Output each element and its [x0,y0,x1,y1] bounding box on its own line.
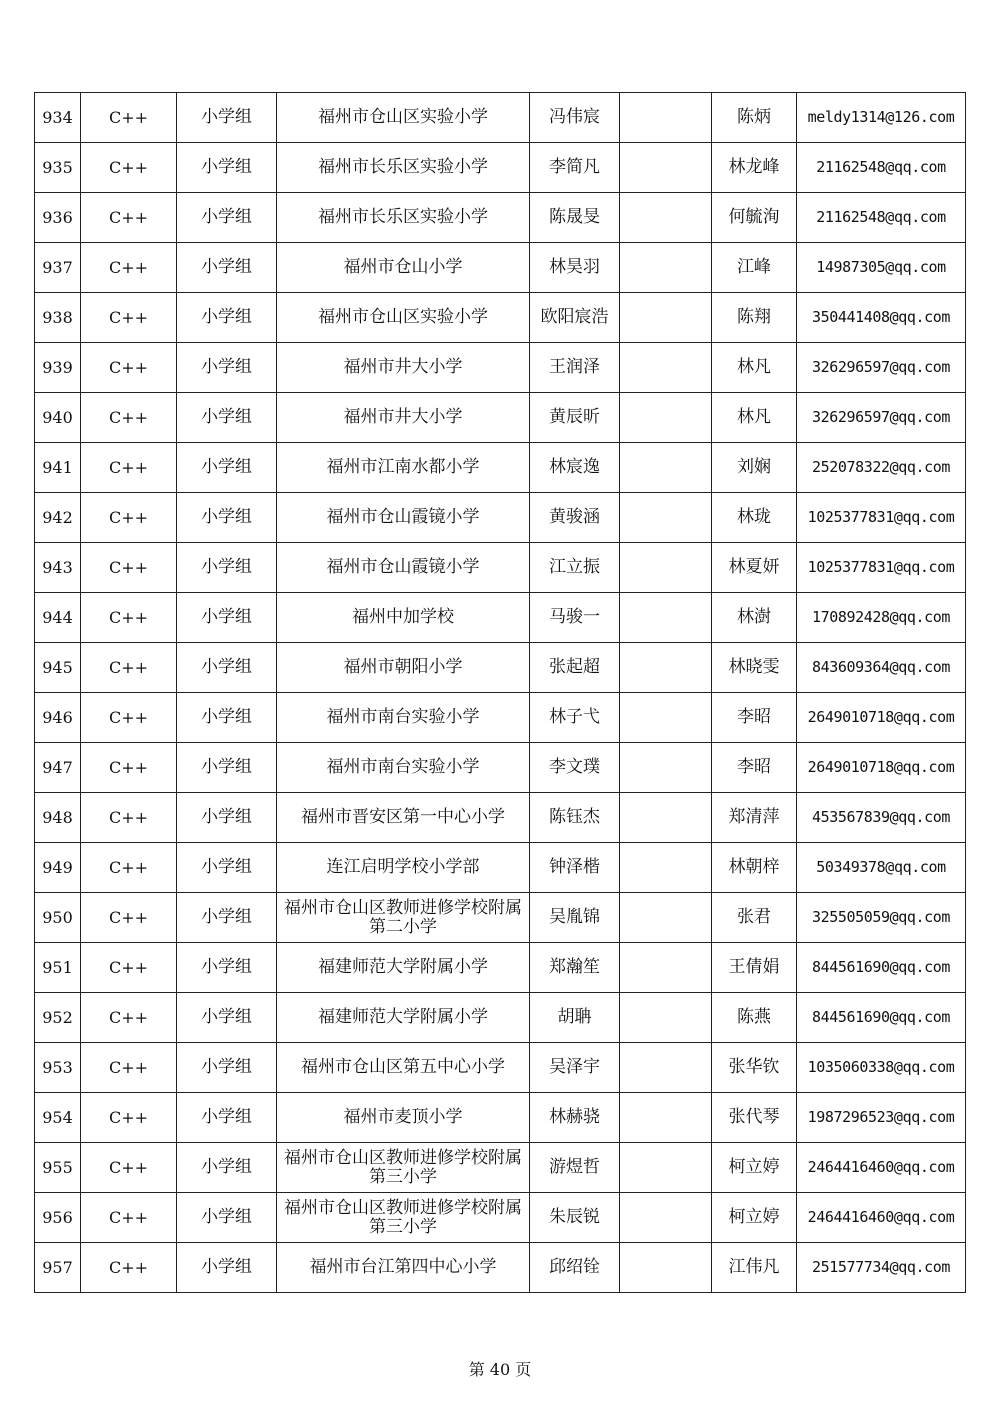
cell-language: C++ [81,1193,177,1243]
cell-empty [620,1193,712,1243]
cell-empty [620,1243,712,1293]
table-row [35,643,966,693]
cell-language: C++ [81,893,177,943]
cell-language: C++ [81,1243,177,1293]
cell-teacher: 郑清萍 [712,793,797,843]
cell-group: 小学组 [177,93,277,143]
table-row [35,193,966,243]
cell-student: 钟泽楷 [530,843,620,893]
cell-teacher: 陈炳 [712,93,797,143]
cell-email: 1025377831@qq.com [797,493,966,543]
cell-email: 844561690@qq.com [797,993,966,1043]
cell-school: 福州市南台实验小学 [277,693,530,743]
cell-teacher: 王倩娟 [712,943,797,993]
cell-number: 951 [35,943,81,993]
table-row [35,1243,966,1293]
cell-school: 福州市井大小学 [277,393,530,443]
cell-group: 小学组 [177,743,277,793]
cell-language: C++ [81,1143,177,1193]
cell-school: 福州市仓山区教师进修学校附属第三小学 [277,1143,530,1193]
cell-empty [620,793,712,843]
cell-empty [620,293,712,343]
cell-empty [620,743,712,793]
cell-student: 邱绍铨 [530,1243,620,1293]
cell-school: 福州市仓山区教师进修学校附属第三小学 [277,1193,530,1243]
cell-teacher: 林朝梓 [712,843,797,893]
table-row [35,843,966,893]
cell-group: 小学组 [177,493,277,543]
cell-school: 福州市江南水都小学 [277,443,530,493]
cell-email: 2649010718@qq.com [797,693,966,743]
table-row [35,93,966,143]
cell-group: 小学组 [177,143,277,193]
cell-group: 小学组 [177,893,277,943]
cell-language: C++ [81,793,177,843]
cell-group: 小学组 [177,343,277,393]
cell-teacher: 江伟凡 [712,1243,797,1293]
cell-teacher: 何毓洵 [712,193,797,243]
cell-number: 954 [35,1093,81,1143]
cell-school: 福州市台江第四中心小学 [277,1243,530,1293]
cell-language: C++ [81,1093,177,1143]
cell-group: 小学组 [177,1243,277,1293]
cell-empty [620,1043,712,1093]
cell-teacher: 林珑 [712,493,797,543]
cell-email: 843609364@qq.com [797,643,966,693]
cell-number: 939 [35,343,81,393]
table-row [35,393,966,443]
table-row [35,993,966,1043]
cell-language: C++ [81,243,177,293]
cell-school: 福州市仓山小学 [277,243,530,293]
cell-student: 胡聃 [530,993,620,1043]
cell-student: 吴胤锦 [530,893,620,943]
cell-number: 946 [35,693,81,743]
cell-email: 326296597@qq.com [797,343,966,393]
cell-teacher: 林澍 [712,593,797,643]
cell-group: 小学组 [177,1193,277,1243]
cell-email: 21162548@qq.com [797,193,966,243]
cell-language: C++ [81,93,177,143]
cell-email: 844561690@qq.com [797,943,966,993]
cell-teacher: 林凡 [712,393,797,443]
cell-number: 936 [35,193,81,243]
cell-teacher: 张代琴 [712,1093,797,1143]
cell-teacher: 李昭 [712,743,797,793]
cell-number: 948 [35,793,81,843]
cell-email: 2464416460@qq.com [797,1143,966,1193]
cell-student: 林赫骁 [530,1093,620,1143]
cell-group: 小学组 [177,643,277,693]
cell-teacher: 陈燕 [712,993,797,1043]
cell-school: 福州市仓山霞镜小学 [277,543,530,593]
cell-email: 2649010718@qq.com [797,743,966,793]
table-row [35,143,966,193]
cell-email: 1987296523@qq.com [797,1093,966,1143]
cell-student: 马骏一 [530,593,620,643]
cell-language: C++ [81,743,177,793]
cell-school: 福州市南台实验小学 [277,743,530,793]
cell-student: 林昊羽 [530,243,620,293]
cell-language: C++ [81,143,177,193]
cell-email: 350441408@qq.com [797,293,966,343]
cell-school: 福州市仓山区第五中心小学 [277,1043,530,1093]
cell-number: 956 [35,1193,81,1243]
table-row [35,793,966,843]
cell-number: 952 [35,993,81,1043]
cell-student: 游煜哲 [530,1143,620,1193]
cell-email: 14987305@qq.com [797,243,966,293]
cell-email: 170892428@qq.com [797,593,966,643]
cell-student: 欧阳宸浩 [530,293,620,343]
cell-number: 953 [35,1043,81,1093]
cell-teacher: 林凡 [712,343,797,393]
cell-student: 林宸逸 [530,443,620,493]
cell-empty [620,993,712,1043]
cell-group: 小学组 [177,943,277,993]
cell-email: 251577734@qq.com [797,1243,966,1293]
cell-teacher: 李昭 [712,693,797,743]
cell-school: 福州市仓山区实验小学 [277,93,530,143]
cell-language: C++ [81,693,177,743]
cell-school: 福建师范大学附属小学 [277,943,530,993]
cell-number: 938 [35,293,81,343]
cell-group: 小学组 [177,243,277,293]
cell-teacher: 林晓雯 [712,643,797,693]
cell-email: 1035060338@qq.com [797,1043,966,1093]
cell-number: 955 [35,1143,81,1193]
cell-teacher: 柯立婷 [712,1193,797,1243]
cell-email: 50349378@qq.com [797,843,966,893]
cell-school: 福州市长乐区实验小学 [277,143,530,193]
roster-table [34,92,966,1293]
table-row [35,893,966,943]
table-row [35,343,966,393]
cell-language: C++ [81,393,177,443]
cell-teacher: 江峰 [712,243,797,293]
table-row [35,443,966,493]
cell-school: 福州市麦顶小学 [277,1093,530,1143]
cell-empty [620,1143,712,1193]
cell-language: C++ [81,993,177,1043]
cell-teacher: 张华钦 [712,1043,797,1093]
cell-teacher: 林夏妍 [712,543,797,593]
cell-student: 郑瀚笙 [530,943,620,993]
cell-language: C++ [81,343,177,393]
cell-empty [620,643,712,693]
cell-empty [620,443,712,493]
table-row [35,493,966,543]
cell-empty [620,393,712,443]
cell-group: 小学组 [177,1043,277,1093]
cell-empty [620,943,712,993]
cell-number: 937 [35,243,81,293]
cell-empty [620,193,712,243]
cell-group: 小学组 [177,443,277,493]
cell-email: 325505059@qq.com [797,893,966,943]
cell-number: 934 [35,93,81,143]
table-row [35,693,966,743]
cell-school: 福州市仓山区实验小学 [277,293,530,343]
table-row [35,943,966,993]
cell-number: 944 [35,593,81,643]
cell-empty [620,243,712,293]
cell-language: C++ [81,293,177,343]
cell-group: 小学组 [177,843,277,893]
cell-school: 连江启明学校小学部 [277,843,530,893]
cell-empty [620,143,712,193]
cell-school: 福州市朝阳小学 [277,643,530,693]
cell-student: 李文璞 [530,743,620,793]
cell-email: 252078322@qq.com [797,443,966,493]
cell-language: C++ [81,443,177,493]
cell-school: 福建师范大学附属小学 [277,993,530,1043]
cell-empty [620,1093,712,1143]
cell-school: 福州市晋安区第一中心小学 [277,793,530,843]
cell-email: 1025377831@qq.com [797,543,966,593]
table-row [35,243,966,293]
table-row [35,743,966,793]
cell-school: 福州市仓山区教师进修学校附属第二小学 [277,893,530,943]
cell-number: 943 [35,543,81,593]
cell-student: 张起超 [530,643,620,693]
cell-student: 陈钰杰 [530,793,620,843]
cell-student: 陈晟旻 [530,193,620,243]
cell-empty [620,93,712,143]
cell-number: 957 [35,1243,81,1293]
cell-teacher: 陈翔 [712,293,797,343]
cell-student: 林子弋 [530,693,620,743]
cell-student: 李简凡 [530,143,620,193]
cell-teacher: 刘娴 [712,443,797,493]
cell-language: C++ [81,193,177,243]
cell-student: 冯伟宸 [530,93,620,143]
cell-student: 吴泽宇 [530,1043,620,1093]
cell-empty [620,693,712,743]
table-row [35,293,966,343]
cell-group: 小学组 [177,693,277,743]
cell-language: C++ [81,1043,177,1093]
cell-student: 黄骏涵 [530,493,620,543]
cell-group: 小学组 [177,393,277,443]
cell-group: 小学组 [177,593,277,643]
cell-group: 小学组 [177,543,277,593]
cell-empty [620,893,712,943]
cell-language: C++ [81,493,177,543]
cell-empty [620,493,712,543]
cell-number: 945 [35,643,81,693]
cell-empty [620,593,712,643]
cell-empty [620,543,712,593]
cell-student: 王润泽 [530,343,620,393]
cell-student: 朱辰锐 [530,1193,620,1243]
cell-school: 福州市井大小学 [277,343,530,393]
cell-group: 小学组 [177,1093,277,1143]
cell-group: 小学组 [177,293,277,343]
cell-student: 江立振 [530,543,620,593]
cell-empty [620,843,712,893]
table-row [35,1043,966,1093]
cell-email: 326296597@qq.com [797,393,966,443]
table-row [35,593,966,643]
cell-email: 2464416460@qq.com [797,1193,966,1243]
cell-number: 935 [35,143,81,193]
table-row [35,1193,966,1243]
cell-email: meldy1314@126.com [797,93,966,143]
cell-number: 949 [35,843,81,893]
cell-school: 福州市长乐区实验小学 [277,193,530,243]
cell-number: 942 [35,493,81,543]
cell-language: C++ [81,843,177,893]
cell-language: C++ [81,543,177,593]
roster-body [35,93,966,1293]
cell-group: 小学组 [177,1143,277,1193]
cell-teacher: 张君 [712,893,797,943]
page-number: 第 40 页 [468,1360,532,1379]
table-row [35,543,966,593]
cell-language: C++ [81,643,177,693]
table-row [35,1093,966,1143]
cell-number: 941 [35,443,81,493]
cell-group: 小学组 [177,193,277,243]
cell-empty [620,343,712,393]
cell-student: 黄辰昕 [530,393,620,443]
cell-number: 947 [35,743,81,793]
cell-group: 小学组 [177,793,277,843]
table-row [35,1143,966,1193]
cell-teacher: 林龙峰 [712,143,797,193]
cell-number: 940 [35,393,81,443]
cell-group: 小学组 [177,993,277,1043]
cell-school: 福州市仓山霞镜小学 [277,493,530,543]
cell-language: C++ [81,593,177,643]
cell-number: 950 [35,893,81,943]
cell-language: C++ [81,943,177,993]
cell-school: 福州中加学校 [277,593,530,643]
cell-teacher: 柯立婷 [712,1143,797,1193]
cell-email: 21162548@qq.com [797,143,966,193]
cell-email: 453567839@qq.com [797,793,966,843]
